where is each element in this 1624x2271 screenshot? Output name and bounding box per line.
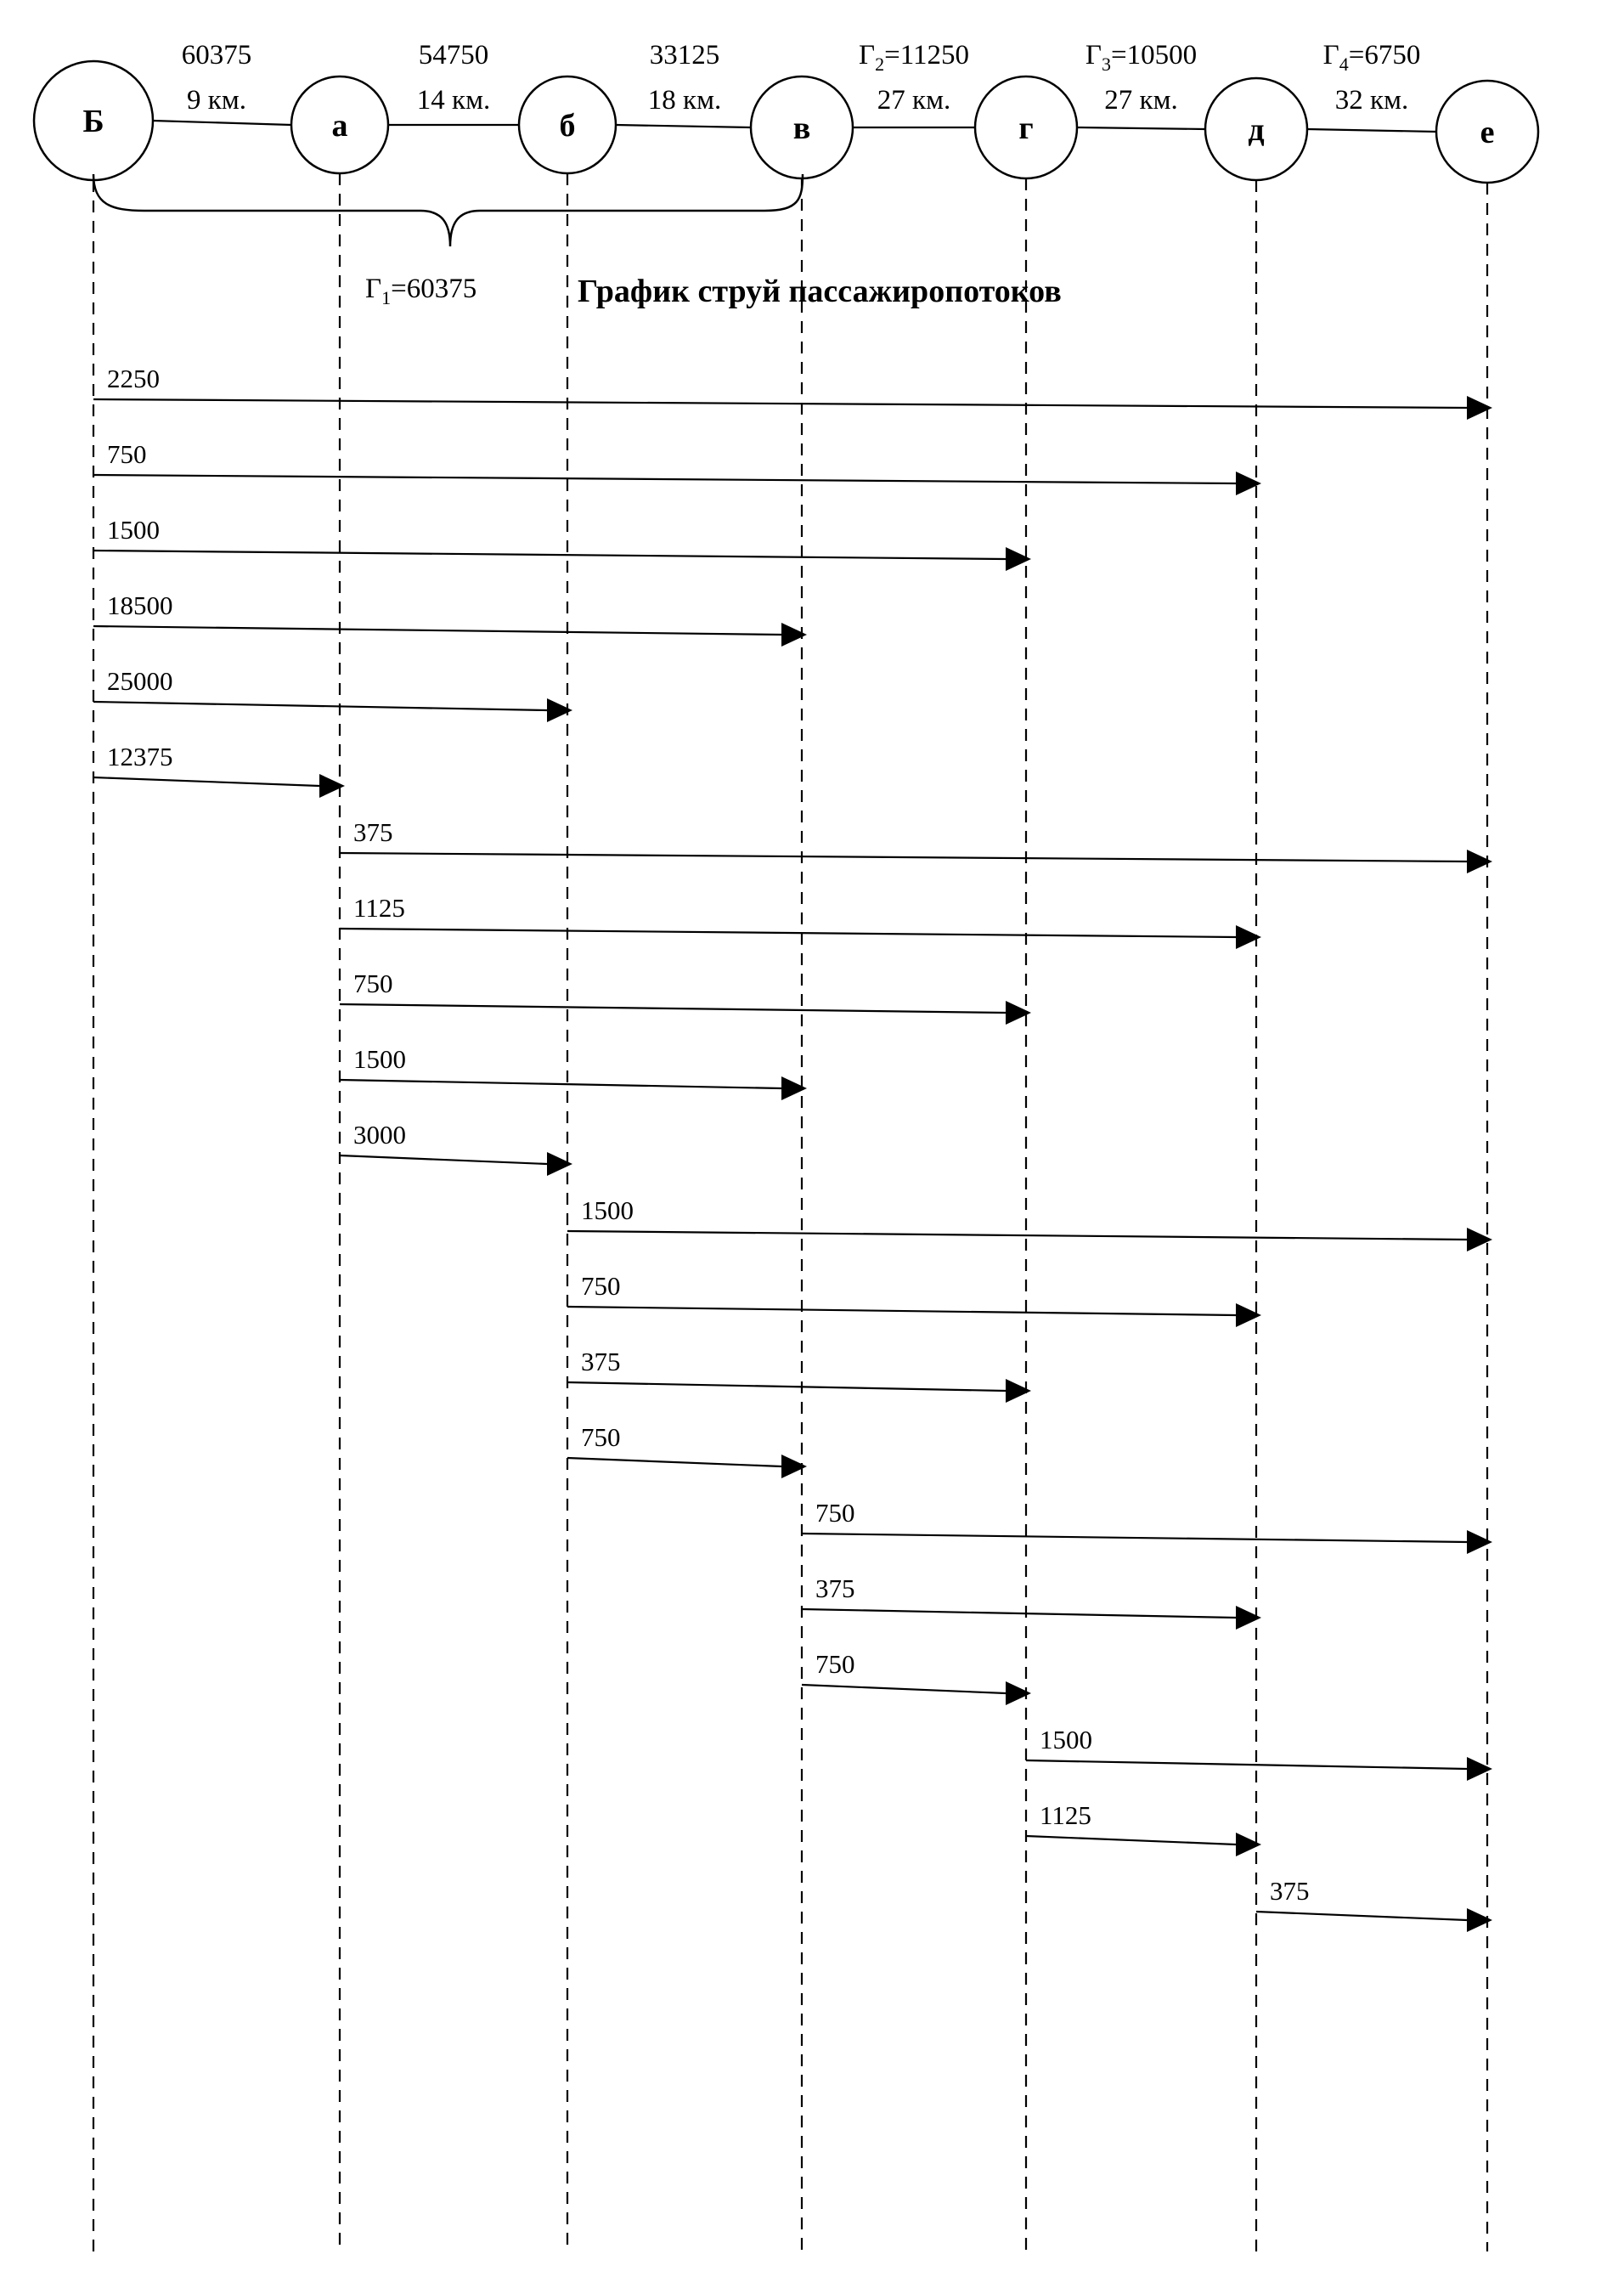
flow-value-label: 1125 [353, 893, 405, 923]
flow-arrowhead [1467, 850, 1492, 873]
flow-value-label: 1125 [1040, 1800, 1091, 1830]
flow-arrow [1026, 1725, 1492, 1781]
flow-arrow-line [567, 1231, 1467, 1240]
flow-arrow-line [340, 1080, 781, 1088]
flow-arrow [1026, 1800, 1261, 1856]
flow-arrow-line [802, 1609, 1236, 1618]
flow-arrowhead [1236, 1606, 1261, 1630]
flow-value-label: 1500 [353, 1044, 406, 1074]
flow-arrowhead [781, 623, 807, 647]
flow-arrowhead [319, 774, 345, 798]
flow-arrow-line [1026, 1760, 1467, 1769]
flow-arrow [802, 1498, 1492, 1554]
flow-value-label: 3000 [353, 1120, 406, 1150]
flow-arrow [567, 1195, 1492, 1251]
flow-arrow-line [1026, 1836, 1236, 1844]
flow-arrow [567, 1347, 1031, 1403]
flow-arrowhead [1236, 925, 1261, 949]
flow-arrowhead [1236, 1833, 1261, 1856]
flow-arrow [93, 742, 345, 798]
segment-flow-label: $Г_3=10500$ [1085, 40, 1198, 75]
flow-arrow [802, 1649, 1031, 1705]
flow-arrowhead [1006, 1001, 1031, 1025]
flow-value-label: 750 [353, 969, 393, 998]
segment-line [1077, 127, 1205, 129]
flow-value-label: 1500 [581, 1195, 634, 1225]
flow-value-label: 750 [815, 1498, 855, 1528]
flow-value-label: 375 [815, 1573, 855, 1603]
flow-arrowhead [1006, 1379, 1031, 1403]
flow-arrowhead [781, 1455, 807, 1478]
flow-arrow [93, 590, 807, 647]
flow-value-label: 375 [1270, 1876, 1310, 1906]
flow-arrow [340, 969, 1031, 1025]
segment-distance-label: 14 км. [416, 85, 491, 116]
flow-arrowhead [1236, 1303, 1261, 1327]
group-brace-path [93, 174, 803, 246]
flow-arrow-line [93, 399, 1467, 408]
flow-value-label: 2250 [107, 364, 160, 393]
flow-value-label: 25000 [107, 666, 173, 696]
flow-arrowhead [1006, 1681, 1031, 1705]
flow-arrow-line [1256, 1912, 1467, 1920]
flow-value-label: 1500 [1040, 1725, 1092, 1754]
flow-arrow [93, 666, 572, 722]
flow-arrow [340, 893, 1261, 949]
station-label-b: б [559, 108, 576, 144]
segment-flow-label: $Г_4=6750$ [1322, 40, 1421, 75]
segment-flow-label: 33125 [649, 40, 720, 71]
station-dashed-lines [93, 173, 1487, 2251]
flow-arrow-line [802, 1534, 1467, 1542]
flow-arrow [340, 1120, 572, 1176]
segment-line [153, 121, 291, 125]
segment-distance-label: 9 км. [187, 85, 246, 116]
flow-arrowhead [781, 1076, 807, 1100]
flow-arrowhead [1467, 1530, 1492, 1554]
flow-arrows [93, 364, 1492, 1932]
segment-flow-label: $Г_2=11250$ [859, 40, 969, 75]
segment-distance-label: 32 км. [1334, 85, 1409, 116]
station-label-d: д [1248, 112, 1265, 148]
flow-arrow [1256, 1876, 1492, 1932]
flow-arrow-line [567, 1458, 781, 1466]
flow-arrowhead [1467, 1228, 1492, 1251]
flow-arrow [802, 1573, 1261, 1630]
segment-distance-label: 27 км. [1104, 85, 1178, 116]
flow-arrow-line [340, 1155, 547, 1164]
segment-flow-label: 54750 [418, 40, 489, 71]
flow-value-label: 12375 [107, 742, 173, 771]
flow-value-label: 750 [581, 1271, 621, 1301]
flow-arrowhead [547, 698, 572, 722]
segment-line [616, 125, 751, 127]
station-label-v: в [792, 110, 811, 146]
flow-value-label: 750 [107, 439, 147, 469]
station-label-g: г [1018, 110, 1034, 146]
flow-arrow-line [93, 702, 547, 710]
flow-arrow-line [340, 853, 1467, 862]
flow-arrow-line [93, 475, 1236, 483]
flow-value-label: 375 [353, 817, 393, 847]
flow-arrow [340, 817, 1492, 873]
flow-arrowhead [547, 1152, 572, 1176]
flow-value-label: 1500 [107, 515, 160, 545]
flow-arrow-line [93, 626, 781, 635]
flow-arrow [93, 515, 1031, 571]
station-label-B: Б [82, 104, 104, 139]
group-label: $Г_1=60375$ [365, 274, 477, 308]
flow-arrow-line [802, 1685, 1006, 1693]
flow-arrow-line [567, 1382, 1006, 1391]
flow-value-label: 18500 [107, 590, 173, 620]
flow-arrowhead [1467, 396, 1492, 420]
flow-arrow [340, 1044, 807, 1100]
station-label-a: а [331, 108, 348, 144]
segment-distance-label: 27 км. [877, 85, 951, 116]
station-nodes [34, 61, 1538, 183]
flow-arrow-line [340, 929, 1236, 937]
segment-flow-label: 60375 [181, 40, 252, 71]
flow-value-label: 375 [581, 1347, 621, 1376]
station-label-e: е [1480, 115, 1495, 150]
flow-arrowhead [1236, 472, 1261, 495]
flow-arrow [567, 1271, 1261, 1327]
flow-arrow [93, 439, 1261, 495]
flow-arrow-line [567, 1307, 1236, 1315]
flow-arrow-line [340, 1004, 1006, 1013]
flow-arrow [567, 1422, 807, 1478]
flow-value-label: 750 [581, 1422, 621, 1452]
flow-arrow-line [93, 551, 1006, 559]
diagram-title: График струй пассажиропотоков [578, 274, 1062, 309]
flow-arrowhead [1467, 1757, 1492, 1781]
flow-arrowhead [1467, 1908, 1492, 1932]
flow-arrow [93, 364, 1492, 420]
flow-value-label: 750 [815, 1649, 855, 1679]
flow-arrowhead [1006, 547, 1031, 571]
segment-distance-label: 18 км. [647, 85, 722, 116]
flow-arrow-line [93, 777, 319, 786]
segment-line [1307, 129, 1436, 132]
